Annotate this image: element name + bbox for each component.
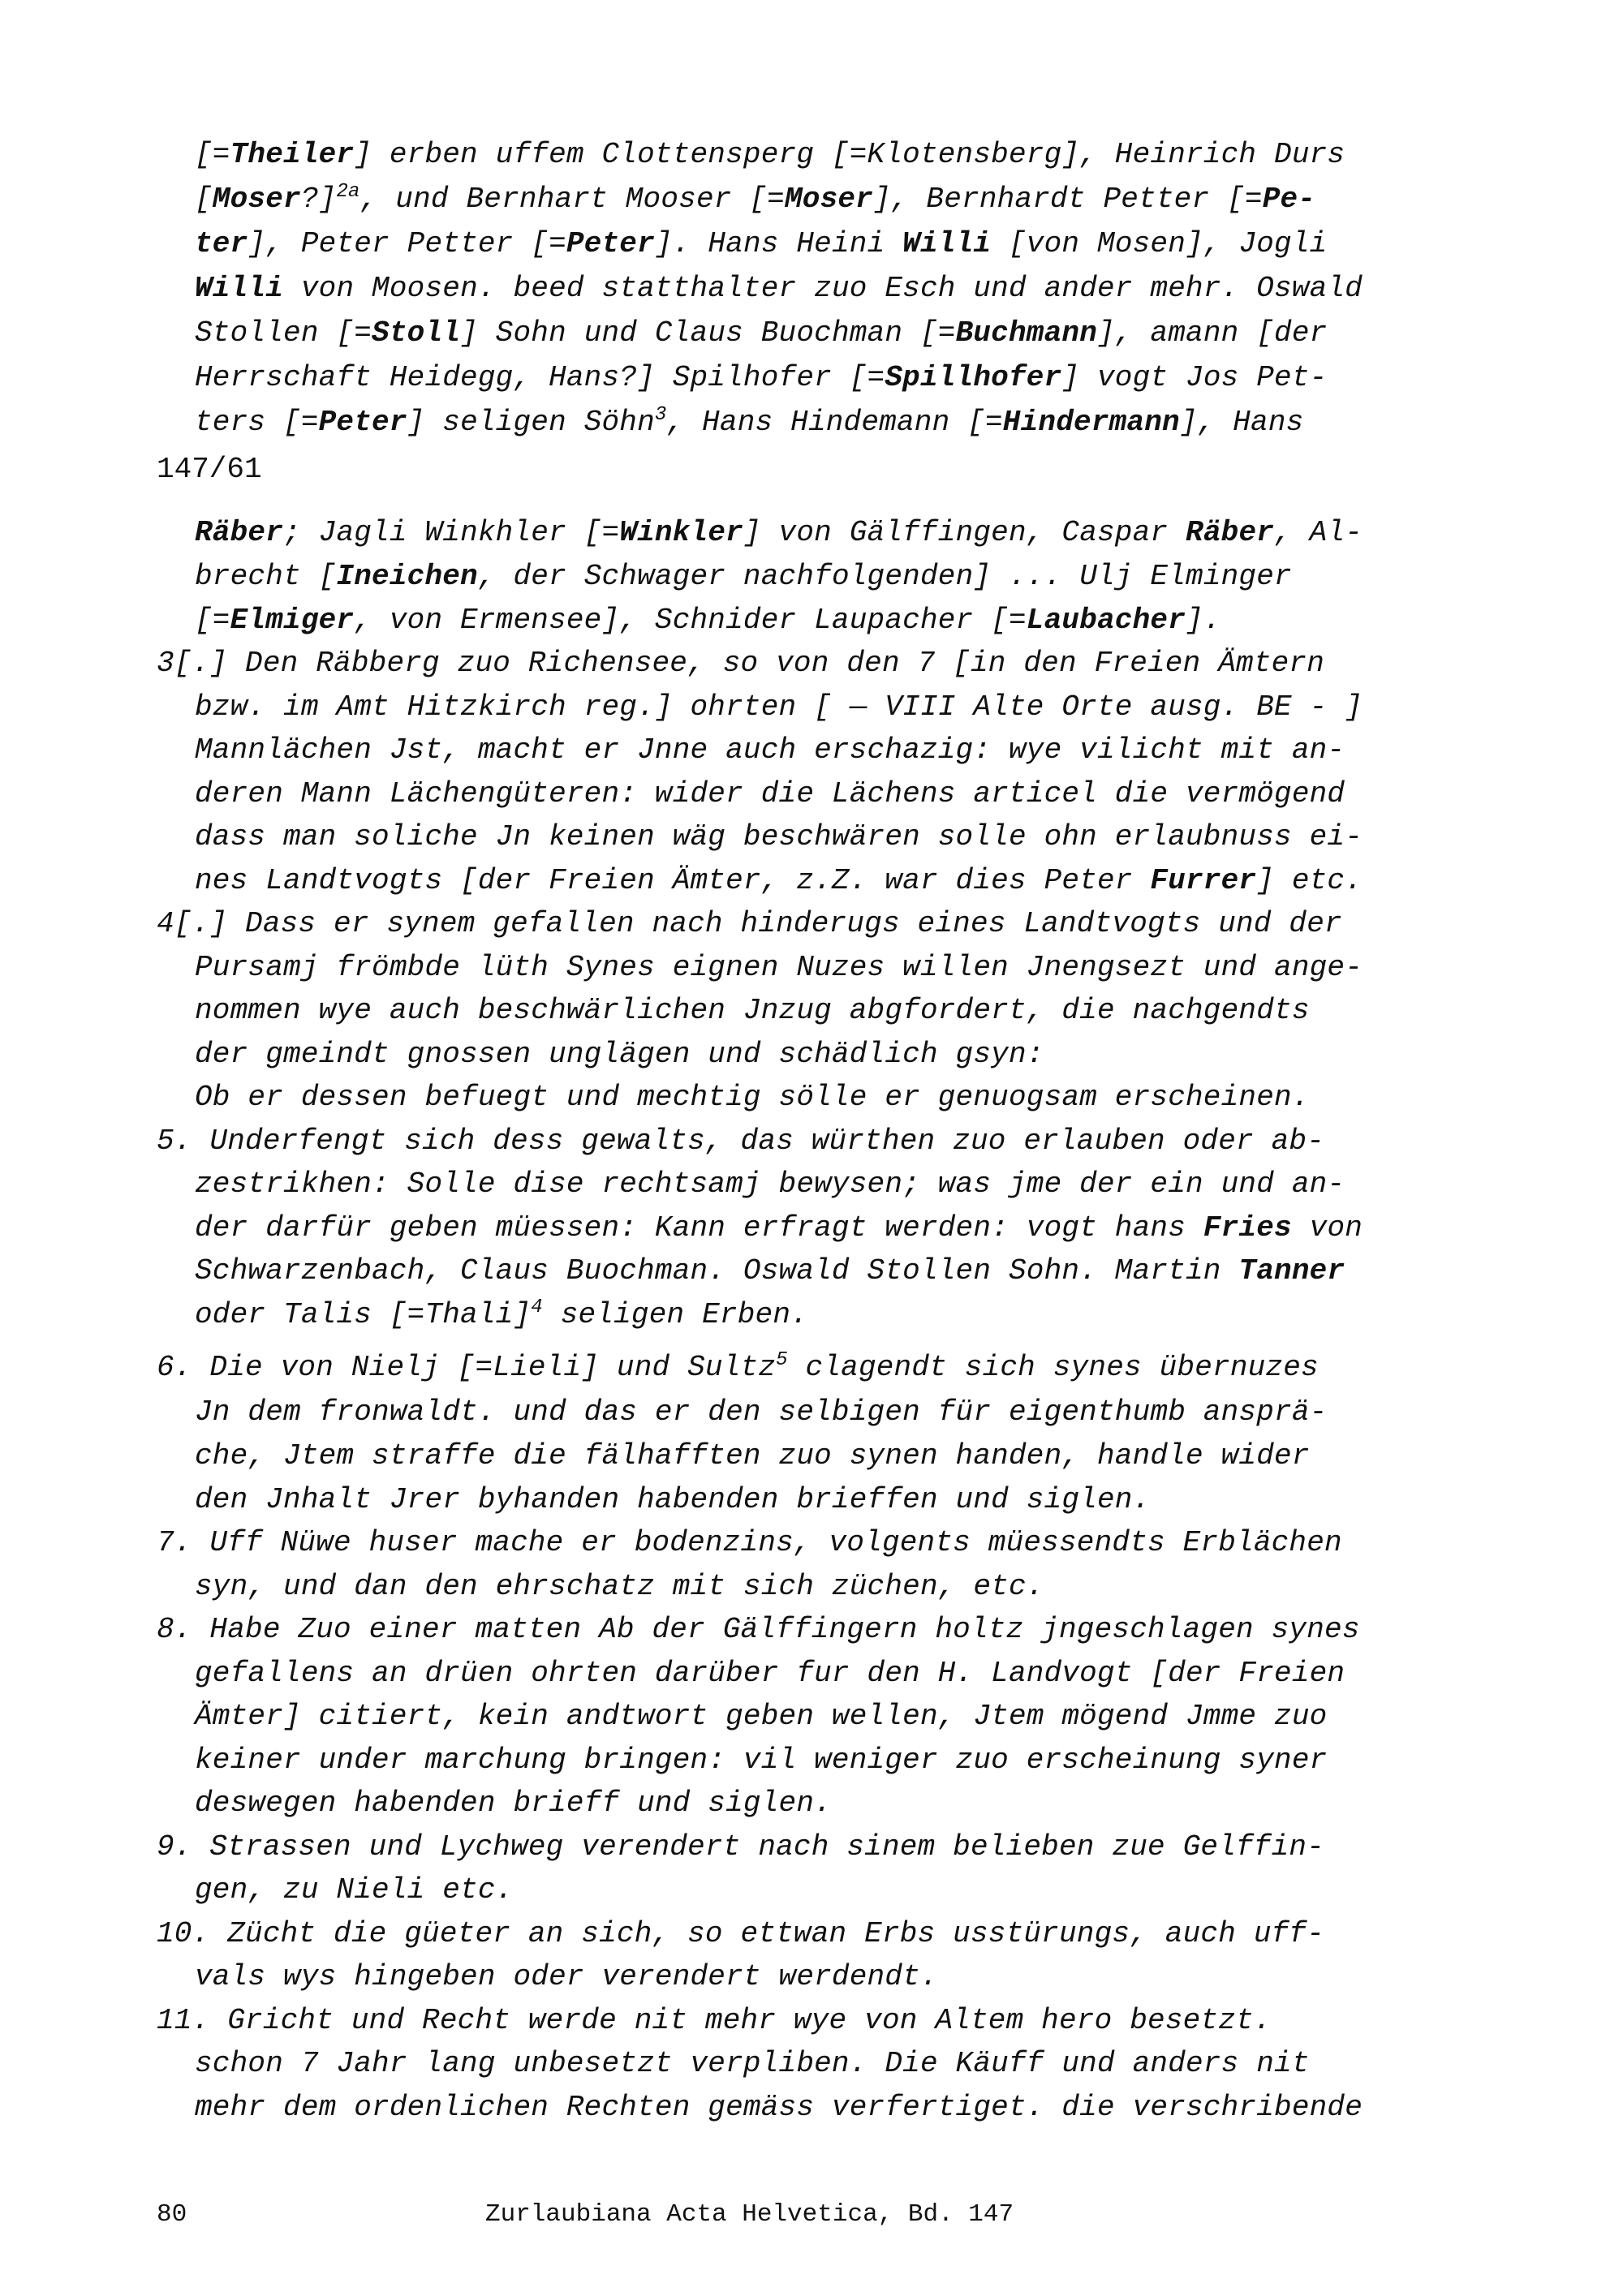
text-line: dass man soliche Jn keinen wäg beschwären solle ohn erlaubnuss ei- [195,820,1363,853]
text-line: Stollen [=Stoll] Sohn und Claus Buochman [=Buchmann], amann [der [195,316,1328,350]
bold-name: Furrer [1150,864,1257,897]
bold-name: Buchmann [955,316,1098,350]
text-line: nes Landtvogts [der Freien Ämter, z.Z. war dies Peter Furrer] etc. [195,864,1363,897]
text-line: [=Elmiger, von Ermensee], Schnider Laupacher [=Laubacher]. [195,604,1221,637]
bold-name: Moser [212,183,301,216]
bold-name: Spillhofer [885,361,1062,394]
text-line: 8. Habe Zuo einer matten Ab der Gälffingern holtz jngeschlagen synes [157,1613,1360,1646]
text-line: oder Talis [=Thali]$^4$ seligen Erben. [195,1296,808,1331]
bold-name: Willi [902,227,992,260]
text-line: deren Mann Lächengüteren: wider die Lächens articel die vermögend [195,777,1345,810]
text-line: syn, und dan den ehrschatz mit sich züchen, etc. [195,1570,1044,1603]
text-line: schon 7 Jahr lang unbesetzt verpliben. Die Käuff und anders nit [195,2047,1310,2080]
bold-name: Ineichen [336,560,478,593]
text-line: Pursamj frömbde lüth Synes eignen Nuzes willen Jnengsezt und ange- [195,951,1363,984]
text-line: 7. Uff Nüwe huser mache er bodenzins, volgents müessendts Erblächen [157,1526,1342,1559]
text-line: Jn dem fronwaldt. und das er den selbigen für eigenthumb ansprä- [195,1395,1328,1429]
text-line: 4[.] Dass er synem gefallen nach hinderugs eines Landtvogts und der [157,907,1342,940]
text-line: Willi von Moosen. beed statthalter zuo Esch und ander mehr. Oswald [195,272,1363,305]
footnote-marker: 5 [776,1349,788,1371]
page-number: 80 [157,2200,187,2229]
text-line: 10. Zücht die güeter an sich, so ettwan Erbs usstürungs, auch uff- [157,1917,1325,1950]
bold-name: Tanner [1238,1254,1345,1288]
text-line: Mannlächen Jst, macht er Jnne auch erschazig: wye vilicht mit an- [195,733,1345,767]
text-line: zestrikhen: Solle dise rechtsamj bewysen; was jme der ein und an- [195,1167,1345,1201]
bold-name: Pe- [1262,183,1316,216]
text-line: 5. Underfengt sich dess gewalts, das würthen zuo erlauben oder ab- [157,1124,1325,1158]
text-line: deswegen habenden brieff und siglen. [195,1786,832,1820]
text-line: mehr dem ordenlichen Rechten gemäss verfertiget. die verschribende [195,2091,1363,2124]
bold-name: ter [195,227,248,260]
text-line: der gmeindt gnossen unglägen und schädlich gsyn: [195,1038,1044,1071]
text-line: che, Jtem straffe die fälhafften zuo synen handen, handle wider [195,1439,1310,1473]
bold-name: Laubacher [1026,604,1186,637]
footnote-marker: 2a [336,181,360,203]
bold-name: Willi [195,272,284,305]
text-line: Herrschaft Heidegg, Hans?] Spilhofer [=Spillhofer] vogt Jos Pet- [195,361,1328,394]
bold-name: Räber [1186,516,1275,549]
bold-name: Peter [566,227,655,260]
text-line: ters [=Peter] seligen Söhn$^3$, Hans Hindemann [=Hindermann], Hans [195,404,1304,439]
text-line: den Jnhalt Jrer byhanden habenden brieffen und siglen. [195,1483,1151,1516]
text-line: nommen wye auch beschwärlichen Jnzug abgfordert, die nachgendts [195,994,1310,1027]
bold-name: Fries [1203,1211,1292,1245]
text-line: 6. Die von Nielj [=Lieli] und Sultz$^5$ clagendt sich synes übernuzes [157,1349,1319,1384]
text-line: Ämter] citiert, kein andtwort geben wellen, Jtem mögend Jmme zuo [195,1700,1328,1733]
footnote-marker: 3 [654,404,667,426]
text-line: gefallens an drüen ohrten darüber fur den H. Landvogt [der Freien [195,1657,1345,1690]
text-line: Ob er dessen befuegt und mechtig sölle er genuogsam erscheinen. [195,1081,1310,1114]
text-line: brecht [Ineichen, der Schwager nachfolgenden] ... Ulj Elminger [195,560,1292,593]
text-line: Räber; Jagli Winkhler [=Winkler] von Gälffingen, Caspar Räber, Al- [195,516,1363,549]
bold-name: Hindermann [1002,406,1180,439]
text-line: 3[.] Den Räbberg zuo Richensee, so von den 7 [in den Freien Ämtern [157,647,1325,680]
bold-name: Winkler [619,516,743,549]
bold-name: Stoll [372,316,461,350]
bold-name: Peter [318,406,407,439]
bold-name: Theiler [230,138,355,171]
text-line: [Moser?]$^{2a}$, und Bernhart Mooser [=Moser], Bernhardt Petter [=Pe- [195,181,1316,216]
footnote-marker: 4 [531,1296,543,1318]
bold-name: Moser [784,183,873,216]
text-line: [=Theiler] erben uffem Clottensperg [=Klotensberg], Heinrich Durs [195,138,1345,171]
text-line: der darfür geben müessen: Kann erfragt werden: vogt hans Fries von [195,1211,1363,1245]
bold-name: Räber [195,516,284,549]
text-line: Schwarzenbach, Claus Buochman. Oswald Stollen Sohn. Martin Tanner [195,1254,1345,1288]
text-line: vals wys hingeben oder verendert werdendt. [195,1960,938,1993]
text-line: gen, zu Nieli etc. [195,1873,514,1907]
bold-name: Elmiger [230,604,355,637]
text-line: 9. Strassen und Lychweg verendert nach sinem belieben zue Gelffin- [157,1830,1325,1864]
text-line: 11. Gricht und Recht werde nit mehr wye von Altem hero besetzt. [157,2004,1272,2037]
text-line: keiner under marchung bringen: vil weniger zuo erscheinung syner [195,1743,1328,1777]
text-line: bzw. im Amt Hitzkirch reg.] ohrten [ — VIII Alte Orte ausg. BE - ] [195,690,1363,724]
text-line: ter], Peter Petter [=Peter]. Hans Heini Willi [von Mosen], Jogli [195,227,1328,260]
publication-title: Zurlaubiana Acta Helvetica, Bd. 147 [485,2200,1014,2229]
page-reference: 147/61 [157,453,262,486]
